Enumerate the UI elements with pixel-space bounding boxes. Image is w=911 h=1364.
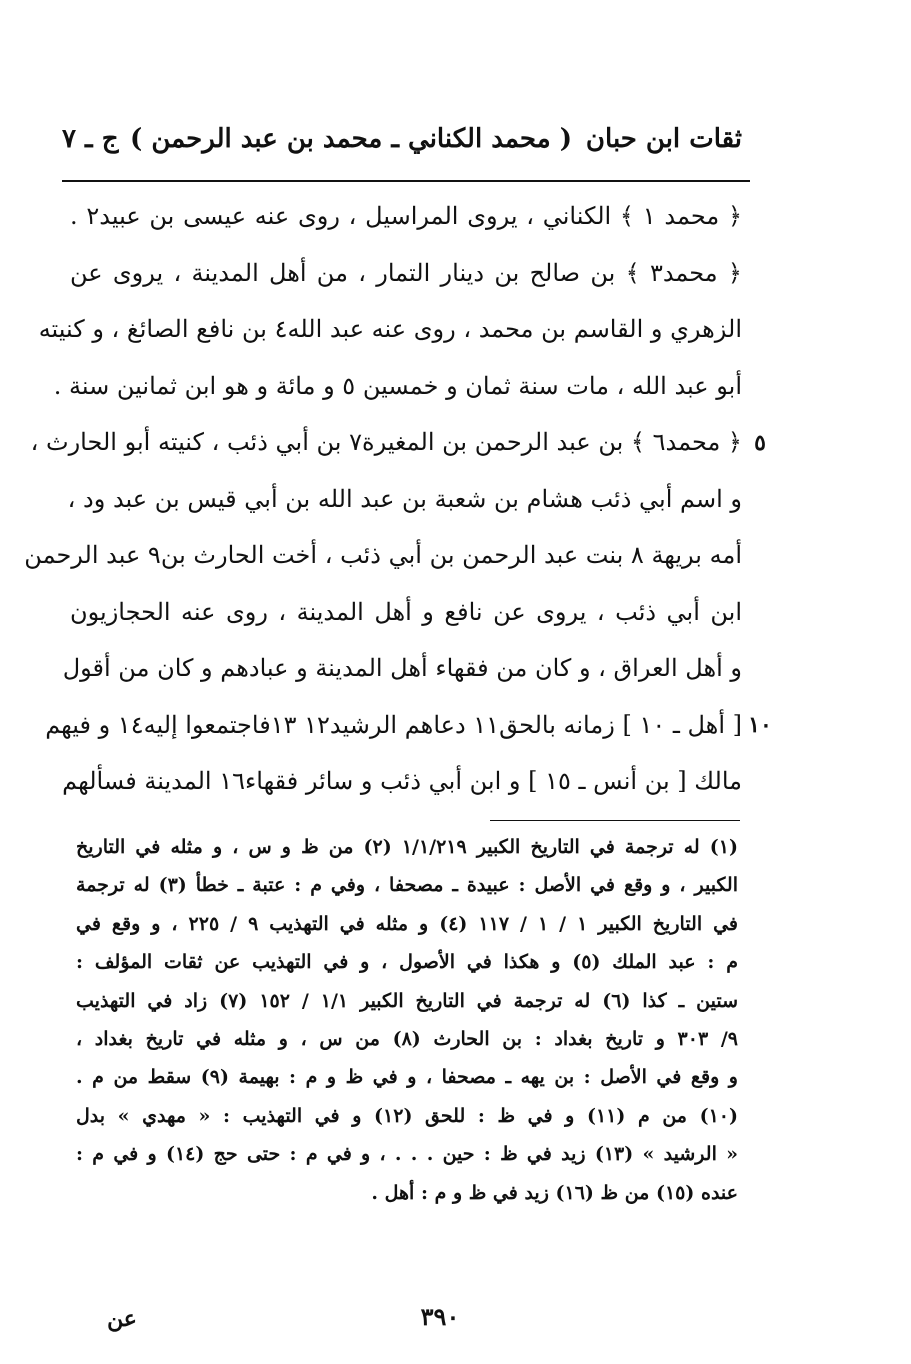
text-line: أمه بريهة ٨ بنت عبد الرحمن بن أبي ذئب ، أخت الحارث بن٩ عبد الرحمن: [24, 541, 742, 569]
footnote-line: (١) له ترجمة في التاريخ الكبير ١/١/٢١٩ (٢) من ظ و س ، و مثله في التاريخ: [76, 836, 738, 858]
footnote-line: الكبير ، و وقع في الأصل : عبيدة ـ مصحفا ، وفي م : عتبة ـ خطأ (٣) له ترجمة: [76, 874, 738, 897]
header-section-title: ( محمد الكناني ـ محمد بن عبد الرحمن ): [129, 124, 572, 154]
footnote-line: م : عبد الملك (٥) و هكذا في الأصول ، و في التهذيب عن ثقات المؤلف :: [76, 951, 739, 974]
text-line: أبو عبد الله ، مات سنة ثمان و خمسين ٥ و مائة و هو ابن ثمانين سنة .: [53, 371, 742, 400]
text-line: و أهل العراق ، و كان من فقهاء أهل المدينة و عبادهم و كان من أقول: [62, 654, 742, 682]
footnote-line: « الرشيد » (١٣) زيد في ظ : حين . . . ، و في م : حتى حج (١٤) و في م :: [76, 1143, 738, 1166]
footnote-line: في التاريخ الكبير ١ / ١ / ١١٧ (٤) و مثله في التهذيب ٩ / ٢٢٥ ، و وقع في: [76, 912, 739, 935]
header-book-title: ثقات ابن حبان: [585, 124, 742, 154]
margin-line-number: ٥: [754, 430, 766, 456]
text-line: ﴿ محمد٣ ﴾ بن صالح بن دينار التمار ، من أهل المدينة ، يروى عن: [70, 258, 742, 287]
catchword: عن: [107, 1306, 137, 1332]
footnote-line: ٩/ ٣٠٣ و تاريخ بغداد : بن الحارث (٨) من س ، و مثله في تاريخ بغداد ،: [76, 1027, 738, 1050]
text-line: ابن أبي ذئب ، يروى عن نافع و أهل المدينة ، روى عنه الحجازيون: [70, 597, 742, 626]
footnote-line: عنده (١٥) من ظ (١٦) زيد في ظ و م : أهل .: [371, 1181, 738, 1204]
running-header: [62, 124, 742, 168]
footnote-line: و وقع في الأصل : بن يهه ـ مصحفا ، و في ظ و م : بهيمة (٩) سقط من م .: [76, 1066, 738, 1089]
margin-line-number: ١٠: [748, 712, 772, 738]
page-number: ٣٩٠: [420, 1302, 460, 1331]
footnote-line: ستين ـ كذا (٦) له ترجمة في التاريخ الكبير ١/١ / ١٥٢ (٧) زاد في التهذيب: [76, 989, 738, 1012]
text-line: مالك [ بن أنس ـ ١٥ ] و ابن أبي ذئب و سائر فقهاء١٦ المدينة فسألهم: [62, 767, 742, 795]
header-divider: [62, 180, 750, 182]
text-line: ﴿ محمد ١ ﴾ الكناني ، يروى المراسيل ، روى عنه عيسى بن عبيد٢ .: [70, 202, 743, 230]
text-line: و اسم أبي ذئب هشام بن شعبة بن عبد الله بن أبي قيس بن عبد ود ،: [67, 484, 742, 513]
footnote-line: (١٠) من م (١١) و في ظ : للحق (١٢) و في التهذيب : « مهدي » بدل: [76, 1104, 739, 1127]
footnote-divider: [490, 820, 740, 821]
text-line: [ أهل ـ ١٠ ] زمانه بالحق١١ دعاهم الرشيد١٢ ١٣فاجتمعوا إليه١٤ و فيهم: [45, 710, 742, 739]
text-line: الزهري و القاسم بن محمد ، روى عنه عبد الله٤ بن نافع الصائغ ، و كنيته: [38, 315, 742, 343]
header-volume: ج ـ ٧: [62, 124, 119, 154]
main-text: [24, 188, 743, 810]
footnotes: [76, 828, 738, 1212]
text-line: ﴿ محمد٦ ﴾ بن عبد الرحمن بن المغيرة٧ بن أبي ذئب ، كنيته أبو الحارث ،: [30, 428, 742, 456]
